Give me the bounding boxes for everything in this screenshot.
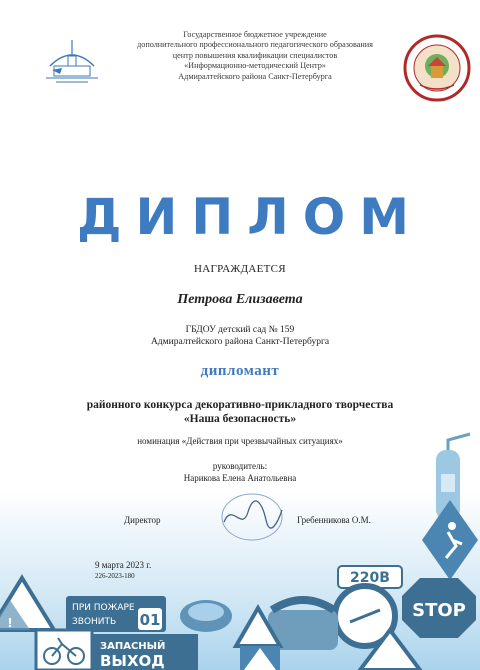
exit-sign-icon <box>86 634 198 670</box>
issue-date: 9 марта 2023 г. <box>95 560 152 570</box>
header-line: центр повышения квалификации специалистов <box>172 50 338 60</box>
contest-name <box>0 398 480 426</box>
leader-block <box>0 460 480 484</box>
org-line: ГБДОУ детский сад № 159 <box>185 325 295 335</box>
bicycle-sign-icon <box>36 630 92 670</box>
recipient-name: Петрова Елизавета <box>177 292 303 307</box>
leader-name: Нарикова Елена Анатольевна <box>183 473 297 483</box>
pedestrian-crossing-icon <box>240 646 280 670</box>
director-label: Директор <box>124 515 161 525</box>
nomination-text: номинация «Действия при чрезвычайных ситуациях» <box>137 436 343 446</box>
fire-call-label: ПРИ ПОЖАРЕ ЗВОНИТЬ <box>72 603 135 627</box>
header-line: дополнительного профессионального педагогического образования <box>137 40 373 50</box>
registration-number: 226-2023-180 <box>95 572 135 580</box>
signature-stamp-icon <box>212 492 292 542</box>
stop-label: STOP <box>412 600 466 621</box>
org-line: Адмиралтейского района Санкт-Петербурга <box>150 337 330 347</box>
imc-logo-icon <box>42 34 102 94</box>
leader-label: руководитель: <box>212 461 268 471</box>
fire-call-sign-icon <box>66 596 166 632</box>
contest-line: районного конкурса декоративно-прикладного творчества <box>86 399 394 411</box>
award-grade: дипломант <box>200 363 280 379</box>
header-line: Адмиралтейского района Санкт-Петербурга <box>178 71 332 81</box>
fire-number-label: 01 <box>139 611 161 629</box>
contest-line: «Наша безопасность» <box>183 413 297 425</box>
stop-sign-icon <box>402 578 476 638</box>
alarm-device-icon <box>180 600 232 632</box>
header-line: «Информационно-методический Центр» <box>184 61 326 71</box>
svg-text:!: ! <box>7 616 13 630</box>
diploma-title: ДИПЛОМ <box>76 188 423 246</box>
awarded-label: НАГРАЖДАЕТСЯ <box>194 263 286 275</box>
director-name: Гребенникова О.М. <box>297 515 371 525</box>
voltage-label: 220В <box>350 570 390 586</box>
exit-label: ЗАПАСНЫЙ ВЫХОД <box>100 641 166 670</box>
kindergarten-emblem-icon <box>402 33 472 103</box>
header-line: Государственное бюджетное учреждение <box>183 30 327 39</box>
recipient-organization <box>0 324 480 348</box>
institution-header <box>108 30 402 82</box>
